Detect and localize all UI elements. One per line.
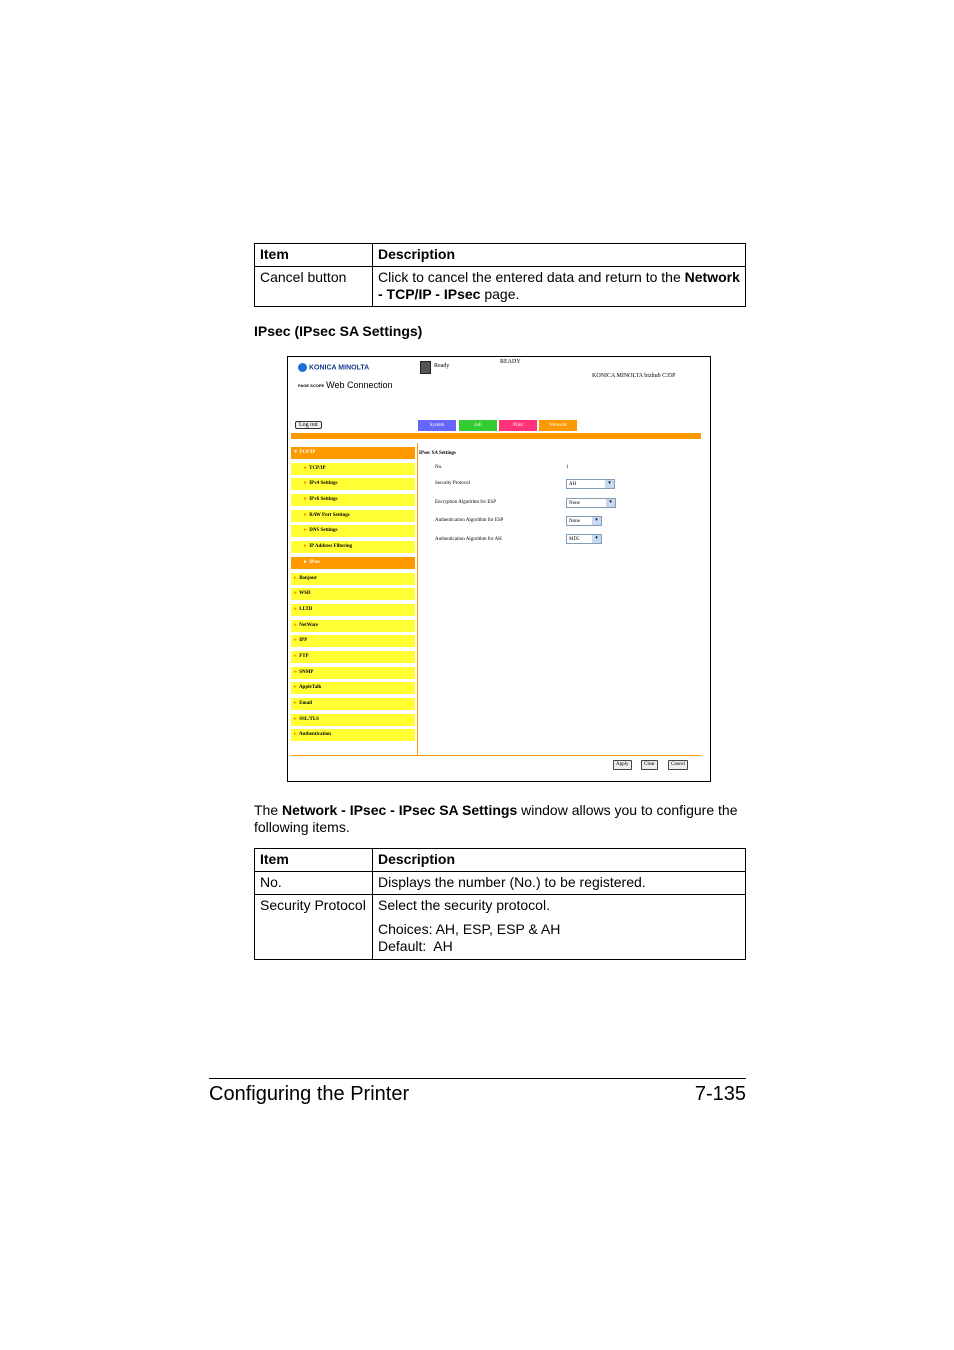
esp-encryption-label: Encryption Algorithm for ESP xyxy=(435,500,496,505)
sidebar-item-authentication[interactable]: ► Authentication xyxy=(291,729,415,741)
ah-authentication-label: Authentication Algorithm for AH xyxy=(435,537,502,542)
sidebar-item-ipsec[interactable]: ► IPsec xyxy=(291,557,415,569)
clear-button[interactable]: Clear xyxy=(641,760,658,770)
cancel-button-description-table xyxy=(254,243,746,307)
footer-rule xyxy=(209,1078,746,1079)
table-row xyxy=(255,267,746,307)
apply-button[interactable]: Apply xyxy=(613,760,632,770)
tab-print[interactable]: Print xyxy=(499,420,537,431)
sidebar-item-netware[interactable]: ► NetWare xyxy=(291,620,415,632)
sidebar-item-appletalk[interactable]: ► AppleTalk xyxy=(291,682,415,694)
sidebar-divider xyxy=(417,443,418,755)
sidebar-item-raw-port[interactable]: ► RAW Port Settings xyxy=(291,510,415,522)
description-cell: Select the security protocol. Choices: AH, ESP, ESP & AH Default: AH xyxy=(373,895,746,960)
item-cell: No. xyxy=(255,872,373,895)
sidebar-item-ipv6[interactable]: ► IPv6 Settings xyxy=(291,494,415,506)
no-label: No. xyxy=(435,465,443,470)
status-icon-label: Ready xyxy=(434,363,450,369)
description-cell: Displays the number (No.) to be registered. xyxy=(373,872,746,895)
footer-chapter-title: Configuring the Printer xyxy=(209,1083,410,1105)
footer-divider xyxy=(291,755,701,756)
cancel-button[interactable]: Cancel xyxy=(668,760,688,770)
item-cell: Cancel button xyxy=(255,267,373,307)
sidebar-item-ipv4[interactable]: ► IPv4 Settings xyxy=(291,478,415,490)
tab-system[interactable]: System xyxy=(418,420,456,431)
sidebar-item-snmp[interactable]: ► SNMP xyxy=(291,667,415,679)
section-heading: IPsec (IPsec SA Settings) xyxy=(254,323,423,339)
esp-authentication-select[interactable]: None ▾ xyxy=(566,516,602,526)
sidebar-item-bonjour[interactable]: ► Bonjour xyxy=(291,573,415,585)
page-number: 7-135 xyxy=(694,1083,746,1105)
sidebar-item-ssl-tls[interactable]: ► SSL/TLS xyxy=(291,714,415,726)
sidebar-item-lltd[interactable]: ► LLTD xyxy=(291,604,415,616)
ah-authentication-select[interactable]: MD5 ▾ xyxy=(566,534,602,544)
esp-encryption-select[interactable]: None ▾ xyxy=(566,498,616,508)
sidebar-menu xyxy=(291,447,415,745)
tab-network[interactable]: Network xyxy=(539,420,577,431)
model-name: KONICA MINOLTA bizhub C35P xyxy=(592,373,676,379)
logout-button[interactable]: Log out xyxy=(295,421,322,429)
esp-authentication-label: Authentication Algorithm for ESP xyxy=(435,518,504,523)
security-protocol-select[interactable]: AH ▾ xyxy=(566,479,615,489)
sidebar-item-ftp[interactable]: ► FTP xyxy=(291,651,415,663)
header-bar xyxy=(291,433,701,439)
sidebar-item-dns[interactable]: ► DNS Settings xyxy=(291,525,415,537)
column-header-item: Item xyxy=(255,849,373,872)
security-protocol-label: Security Protocol xyxy=(435,481,470,486)
no-value: 1 xyxy=(566,465,569,470)
web-connection-logo: PAGE SCOPE Web Connection xyxy=(298,380,393,390)
status-text: READY xyxy=(500,359,521,365)
sidebar-item-email[interactable]: ► Email xyxy=(291,698,415,710)
sidebar-item-tcpip-sub[interactable]: ► TCP/IP xyxy=(291,463,415,475)
tab-job[interactable]: Job xyxy=(459,420,497,431)
konica-minolta-logo: KONICA MINOLTA xyxy=(298,363,369,372)
sidebar-item-tcpip[interactable]: ▼ TCP/IP xyxy=(291,447,415,459)
column-header-description: Description xyxy=(373,244,746,267)
globe-icon xyxy=(298,363,307,372)
intro-paragraph: The Network - IPsec - IPsec SA Settings window allows you to configure the following items. xyxy=(254,802,738,835)
sidebar-item-ip-filtering[interactable]: ► IP Address Filtering xyxy=(291,541,415,553)
chevron-down-icon: ▾ xyxy=(592,535,601,543)
sidebar-item-wsd[interactable]: ► WSD xyxy=(291,588,415,600)
web-connection-screenshot xyxy=(287,356,711,782)
printer-icon xyxy=(420,361,431,374)
description-cell: Click to cancel the entered data and return to the Network - TCP/IP - IPsec page. xyxy=(373,267,746,307)
chevron-down-icon: ▾ xyxy=(592,517,601,525)
item-cell: Security Protocol xyxy=(255,895,373,960)
chevron-down-icon: ▾ xyxy=(606,499,615,507)
panel-title: IPsec SA Settings xyxy=(419,451,456,456)
table-row xyxy=(255,872,746,895)
sidebar-item-ipp[interactable]: ► IPP xyxy=(291,635,415,647)
table-row xyxy=(255,895,746,960)
column-header-item: Item xyxy=(255,244,373,267)
settings-description-table xyxy=(254,848,746,960)
chevron-down-icon: ▾ xyxy=(605,480,614,488)
column-header-description: Description xyxy=(373,849,746,872)
